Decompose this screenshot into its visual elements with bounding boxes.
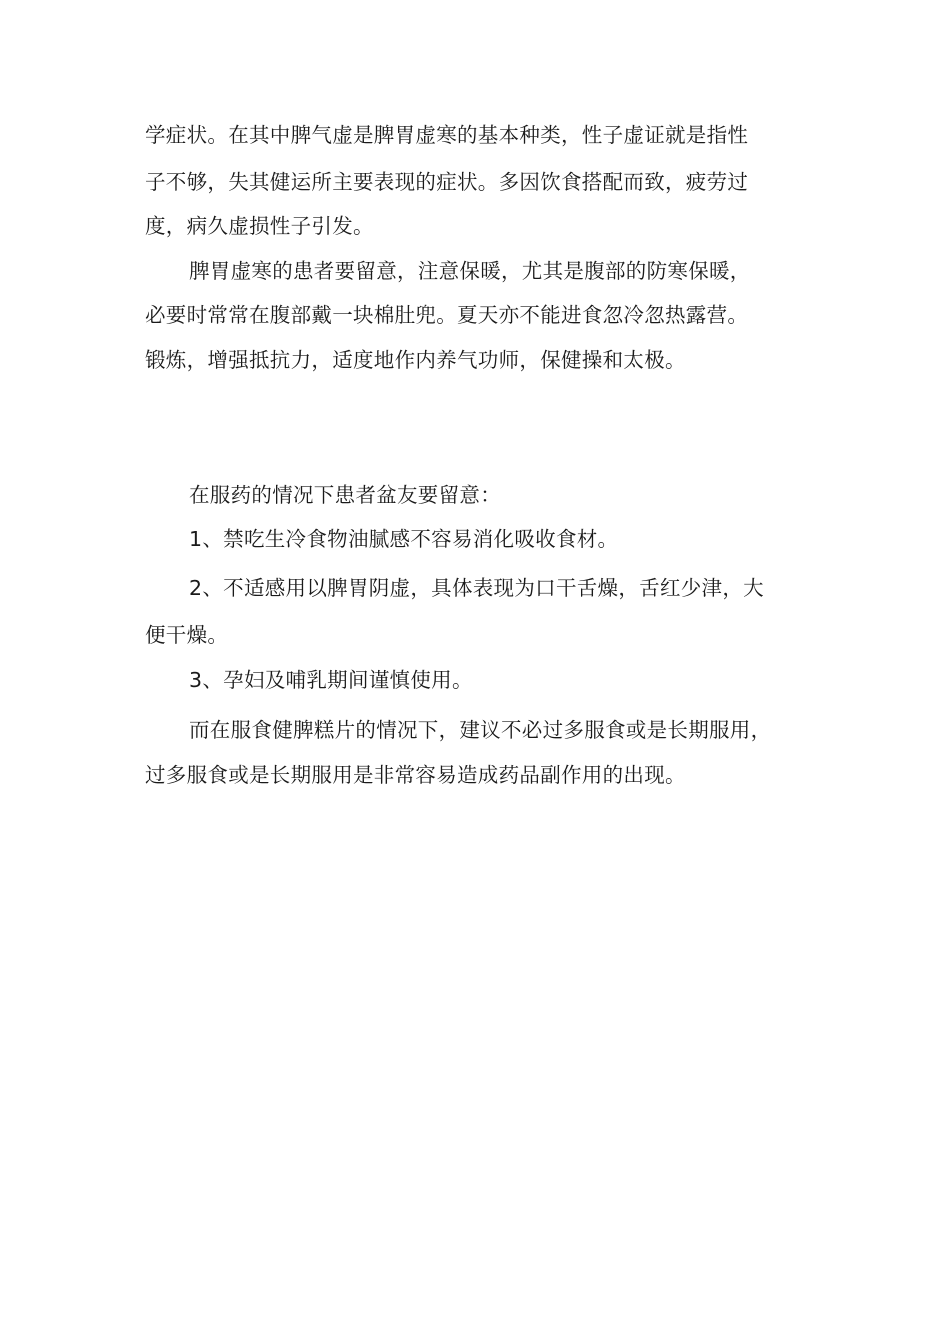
paragraph-3-line-1: 在服药的情况下患者盆友要留意： [189, 483, 501, 507]
paragraph-1-line-2: 子不够，失其健运所主要表现的症状。多因饮食搭配而致，疲劳过 [145, 170, 749, 194]
list-item-1: 1、禁吃生冷食物油腻感不容易消化吸收食材。 [189, 527, 619, 551]
paragraph-2-line-1: 脾胃虚寒的患者要留意，注意保暖，尤其是腹部的防寒保暖， [189, 259, 751, 283]
paragraph-final-line-2: 过多服食或是长期服用是非常容易造成药品副作用的出现。 [145, 763, 686, 787]
paragraph-1-line-3: 度，病久虚损性子引发。 [145, 214, 374, 238]
list-item-2-line-2: 便干燥。 [145, 623, 229, 647]
list-item-2-line-1: 2、不适感用以脾胃阴虚，具体表现为口干舌燥，舌红少津，大 [189, 576, 764, 600]
paragraph-2-line-2: 必要时常常在腹部戴一块棉肚兜。夏天亦不能进食忽冷忽热露营。 [145, 303, 749, 327]
paragraph-2-line-3: 锻炼，增强抵抗力，适度地作内养气功师，保健操和太极。 [145, 348, 686, 372]
paragraph-1-line-1: 学症状。在其中脾气虚是脾胃虚寒的基本种类，性子虚证就是指性 [145, 123, 749, 147]
paragraph-final-line-1: 而在服食健脾糕片的情况下，建议不必过多服食或是长期服用， [189, 718, 772, 742]
list-item-3: 3、孕妇及哺乳期间谨慎使用。 [189, 668, 473, 692]
